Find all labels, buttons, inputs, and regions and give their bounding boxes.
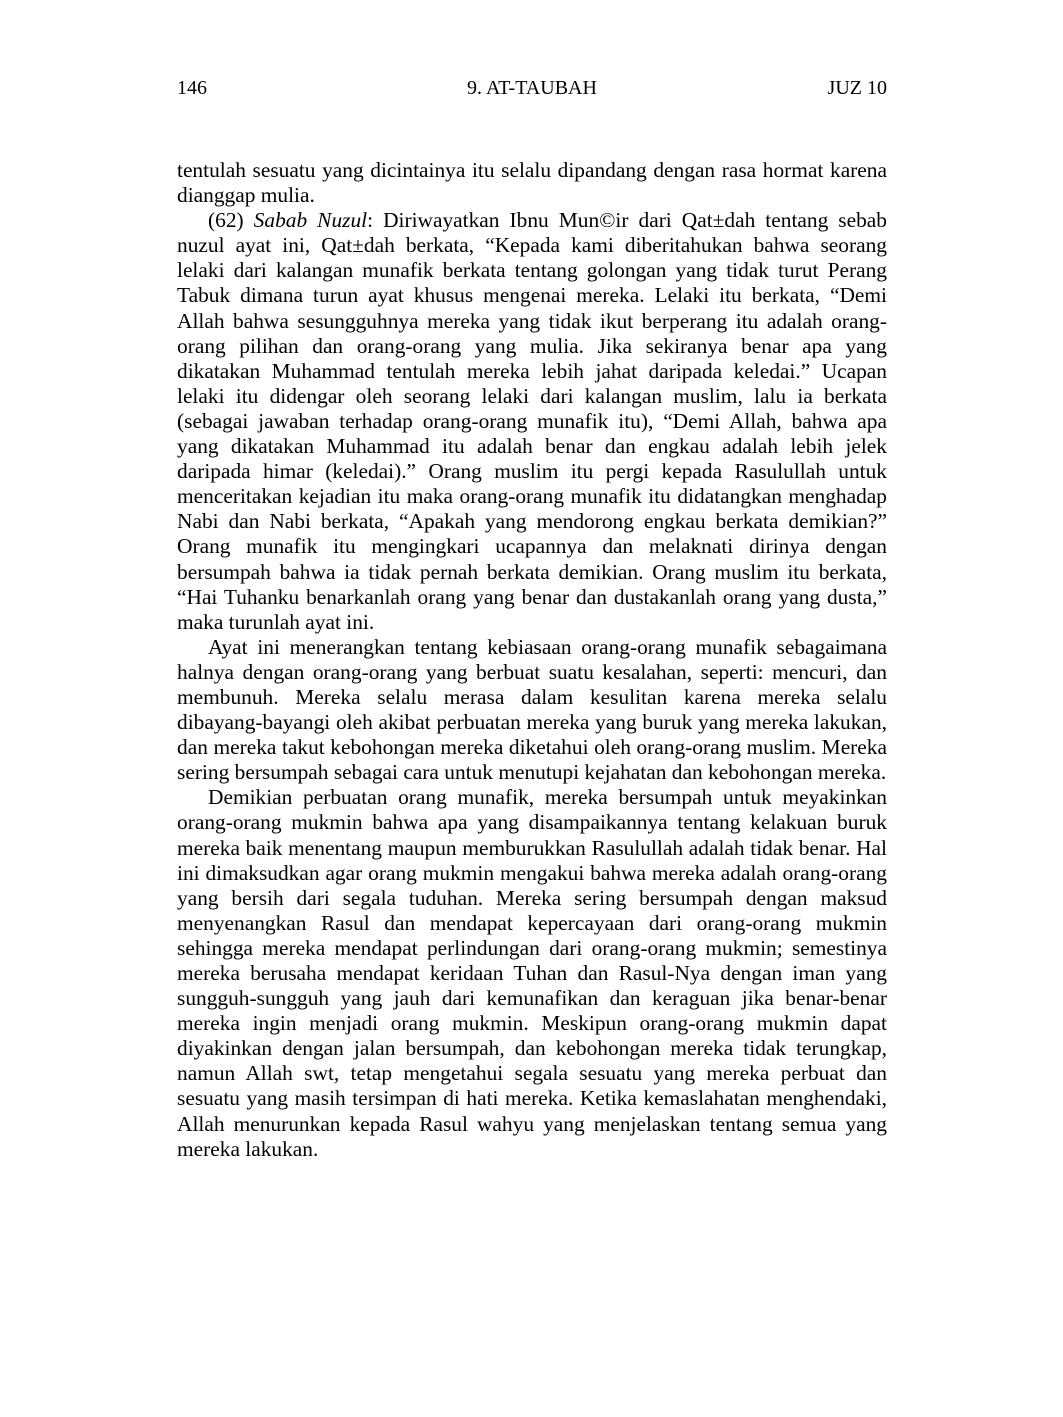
paragraph-munafik: Demikian perbuatan orang munafik, mereka bersumpah untuk meyakinkan orang-orang mukmin bahwa apa yang disampaikannya tentang kelakuan buruk mereka baik menentang maupun memburukkan Rasulullah adalah tidak benar. Hal ini dimaksudkan agar orang mukmin mengakui bahwa mereka adalah orang-orang yang bersih dari segala tuduhan. Mereka sering bersumpah dengan maksud menyenangkan Rasul dan mendapat kepercayaan dari orang-orang mukmin sehingga mereka mendapat perlindungan dari orang-orang mukmin; semestinya mereka berusaha mendapat keridaan Tuhan dan Rasul-Nya dengan iman yang sungguh-sungguh yang jauh dari kemunafikan dan keraguan jika benar-benar mereka ingin menjadi orang mukmin. Meskipun orang-orang mukmin dapat diyakinkan dengan jalan bersumpah, dan kebohongan mereka tidak terungkap, namun Allah swt, tetap mengetahui segala sesuatu yang mereka perbuat dan sesuatu yang masih tersimpan di hati mereka. Ketika kemaslahatan menghendaki, Allah menurunkan kepada Rasul wahyu yang menjelaskan tentang semua yang mereka lakukan. xyxy=(177,785,887,1161)
sabab-nuzul-text: : Diriwayatkan Ibnu Mun©ir dari Qat±dah tentang sebab nuzul ayat ini, Qat±dah berkata, “Kepada kami diberitahukan bahwa seorang lelaki dari kalangan munafik berkata tentang golongan yang tidak turut Perang Tabuk dimana turun ayat khusus mengenai mereka. Lelaki itu berkata, “Demi Allah bahwa sesungguhnya mereka yang tidak ikut berperang itu adalah orang-orang pilihan dan orang-orang yang mulia. Jika sekiranya benar apa yang dikatakan Muhammad tentulah mereka lebih jahat daripada keledai.” Ucapan lelaki itu didengar oleh seorang lelaki dari kalangan muslim, lalu ia berkata (sebagai jawaban terhadap orang-orang munafik itu), “Demi Allah, bahwa apa yang dikatakan Muhammad itu adalah benar dan engkau adalah lebih jelek daripada himar (keledai).” Orang muslim itu pergi kepada Rasulullah untuk menceritakan kejadian itu maka orang-orang munafik itu didatangkan menghadap Nabi dan Nabi berkata, “Apakah yang mendorong engkau berkata demikian?” Orang munafik itu mengingkari ucapannya dan melaknati dirinya dengan bersumpah bahwa ia tidak pernah berkata demikian. Orang muslim itu berkata, “Hai Tuhanku benarkanlah orang yang benar dan dustakanlah orang yang dusta,” maka turunlah ayat ini. xyxy=(177,208,887,634)
sabab-nuzul-heading: Sabab Nuzul xyxy=(253,208,368,233)
page-number: 146 xyxy=(177,77,207,99)
juz-label: JUZ 10 xyxy=(827,77,887,99)
paragraph-sabab-nuzul xyxy=(177,208,887,635)
paragraph-continuation: tentulah sesuatu yang dicintainya itu selalu dipandang dengan rasa hormat karena dianggap mulia. xyxy=(177,158,887,208)
paragraph-explanation: Ayat ini menerangkan tentang kebiasaan orang-orang munafik sebagaimana halnya dengan orang-orang yang berbuat suatu kesalahan, seperti: mencuri, dan membunuh. Mereka selalu merasa dalam kesulitan karena mereka selalu dibayang-bayangi oleh akibat perbuatan mereka yang buruk yang mereka lakukan, dan mereka takut kebohongan mereka diketahui oleh orang-orang muslim. Mereka sering bersumpah sebagai cara untuk menutupi kejahatan dan kebohongan mereka. xyxy=(177,634,887,785)
verse-number: (62) xyxy=(208,208,254,233)
page-body xyxy=(177,158,887,1162)
page-header xyxy=(177,76,887,100)
chapter-title: 9. AT-TAUBAH xyxy=(467,77,597,99)
